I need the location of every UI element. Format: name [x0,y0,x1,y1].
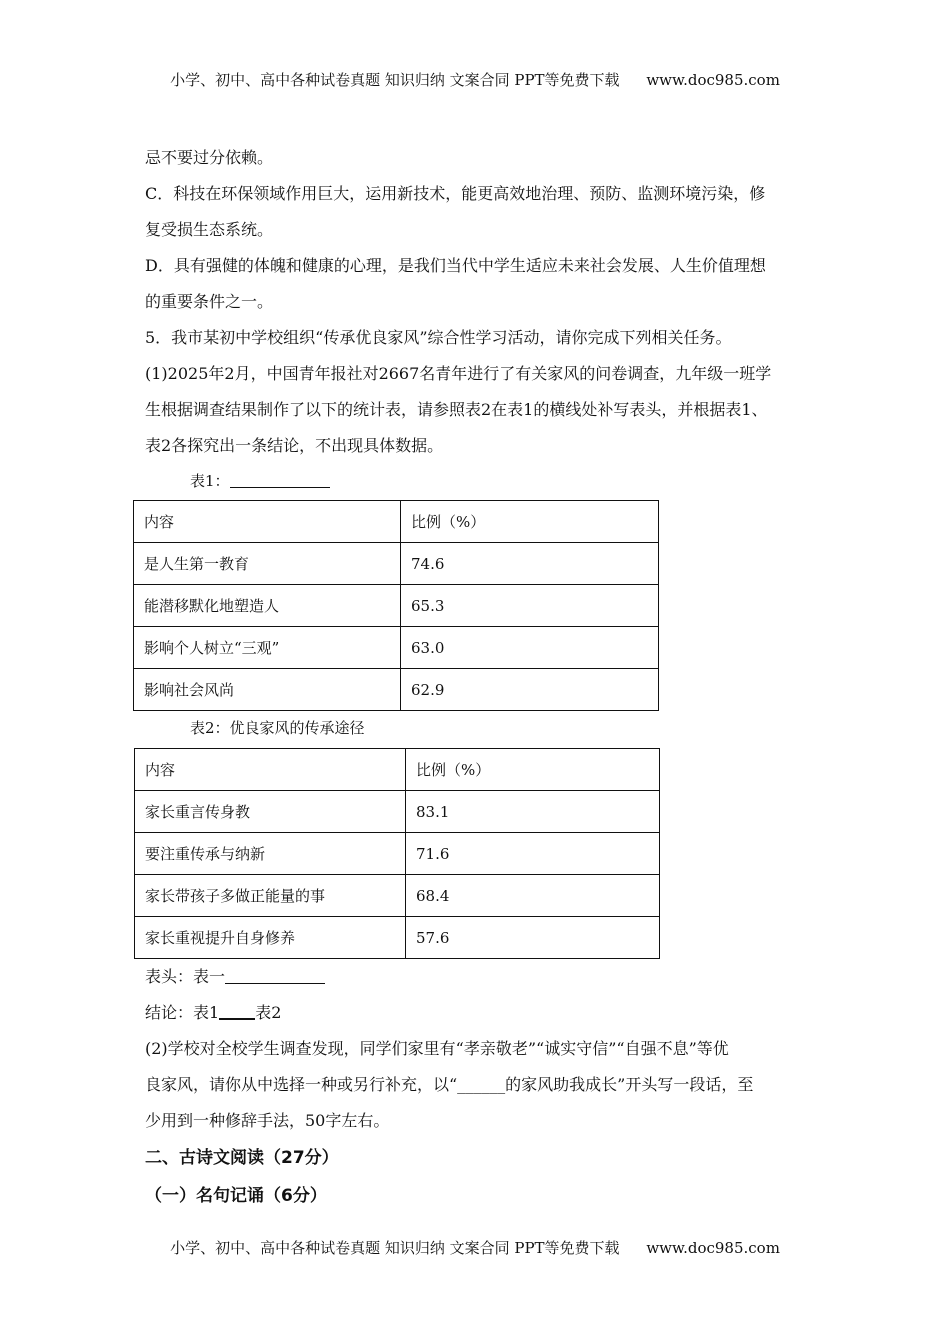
text-line: 复受损生态系统。 [145,220,274,239]
table-row [134,669,659,711]
text-line: 忌不要过分依赖。 [145,148,274,167]
answer-blank[interactable] [225,967,325,984]
table1-caption: 表1： [190,470,330,491]
footer-text: 小学、初中、高中各种试卷真题 知识归纳 文案合同 PPT等免费下载 [170,1239,620,1257]
table-row [134,585,659,627]
table-header-cell: 内容 [134,501,401,543]
table-cell: 家长带孩子多做正能量的事 [135,875,406,917]
table-row [134,627,659,669]
answer-blank[interactable] [219,1002,255,1020]
table-cell: 是人生第一教育 [134,543,401,585]
header-text: 小学、初中、高中各种试卷真题 知识归纳 文案合同 PPT等免费下载 [170,71,620,89]
table-cell: 83.1 [406,791,660,833]
text-line: 表2各探究出一条结论，不出现具体数据。 [145,436,444,455]
table-header-row [135,749,660,791]
text-line: 少用到一种修辞手法，50字左右。 [145,1111,390,1130]
table-cell: 影响个人树立“三观” [134,627,401,669]
table-cell: 影响社会风尚 [134,669,401,711]
table-header-cell: 比例（%） [406,749,660,791]
table-row [135,833,660,875]
table2 [134,748,660,959]
table-cell: 65.3 [401,585,659,627]
table2-caption: 表2：优良家风的传承途径 [190,719,365,737]
table-cell: 能潜移默化地塑造人 [134,585,401,627]
header-answer-line: 表头：表一 [145,964,325,987]
section-title: 二、古诗文阅读（27分） [145,1148,339,1168]
text-line: 生根据调查结果制作了以下的统计表，请参照表2在表1的横线处补写表头，并根据表1、 [145,400,768,419]
header-site: www.doc985.com [646,71,780,89]
text-line: (2)学校对全校学生调查发现，同学们家里有“孝亲敬老”“诚实守信”“自强不息”等优 [145,1039,729,1058]
text-line: (1)2025年2月，中国青年报社对2667名青年进行了有关家风的问卷调查，九年级一班学 [145,364,772,383]
question-5: 5．我市某初中学校组织“传承优良家风”综合性学习活动，请你完成下列相关任务。 [145,328,732,347]
table-header-cell: 内容 [135,749,406,791]
conclusion-answer-line: 结论：表1 表2 [145,1003,282,1022]
table-row [135,791,660,833]
table-cell: 57.6 [406,917,660,959]
table-cell: 71.6 [406,833,660,875]
table-cell: 62.9 [401,669,659,711]
text-line: D．具有强健的体魄和健康的心理，是我们当代中学生适应未来社会发展、人生价值理想 [145,256,766,275]
table-cell: 74.6 [401,543,659,585]
table-row [135,875,660,917]
text-line: 良家风，请你从中选择一种或另行补充，以“______的家风助我成长”开头写一段话，至 [145,1075,754,1094]
table-cell: 家长重视提升自身修养 [135,917,406,959]
page-footer [0,1237,950,1258]
text-line: C．科技在环保领域作用巨大，运用新技术，能更高效地治理、预防、监测环境污染，修 [145,184,766,203]
table1 [133,500,659,711]
table-row [134,543,659,585]
answer-blank[interactable] [230,471,330,488]
table-cell: 63.0 [401,627,659,669]
text-line: 的重要条件之一。 [145,292,274,311]
table-row [135,917,660,959]
table-cell: 要注重传承与纳新 [135,833,406,875]
footer-site: www.doc985.com [646,1239,780,1257]
table-header-cell: 比例（%） [401,501,659,543]
table-cell: 家长重言传身教 [135,791,406,833]
table-cell: 68.4 [406,875,660,917]
page-header [0,69,950,90]
subsection-title: （一）名句记诵（6分） [145,1186,327,1206]
table-header-row [134,501,659,543]
